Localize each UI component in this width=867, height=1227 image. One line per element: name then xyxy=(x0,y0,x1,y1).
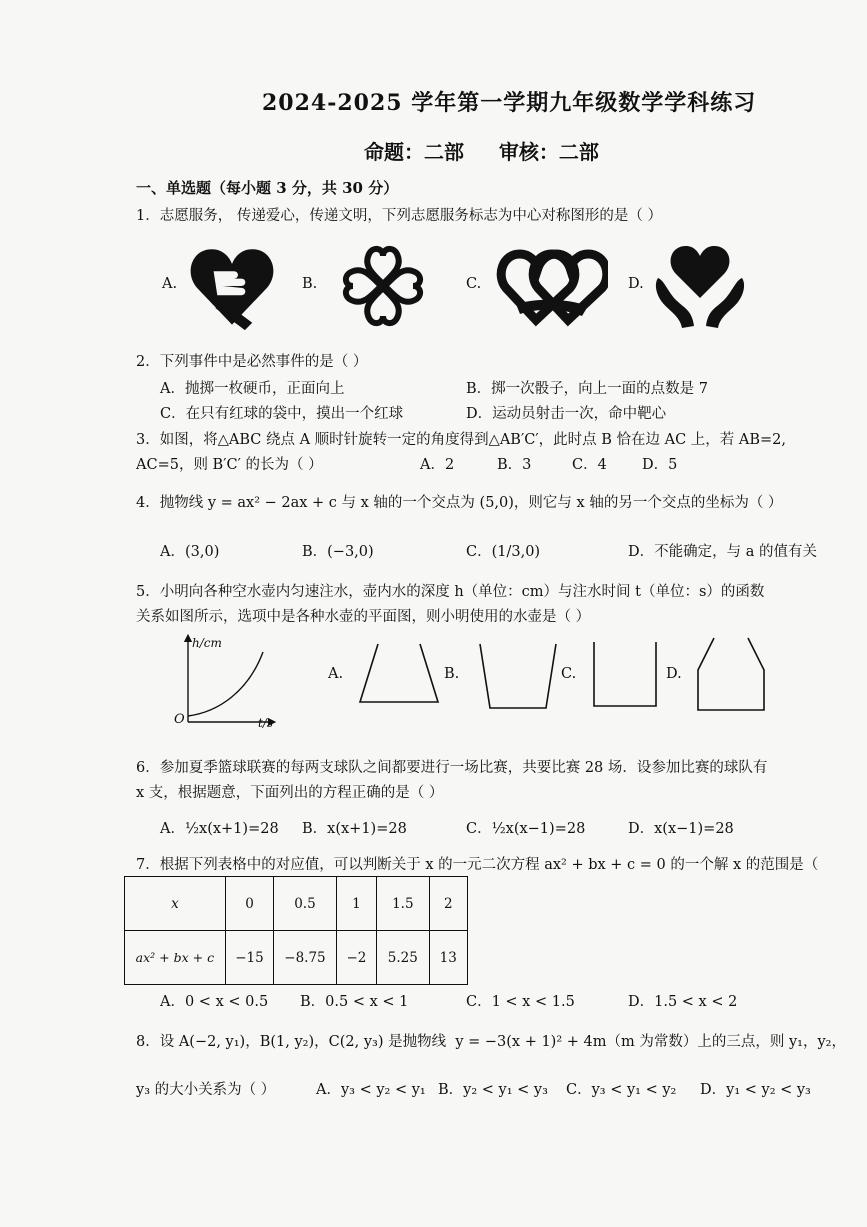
q7-table-row-x xyxy=(125,877,468,931)
q1-heart-hand-icon xyxy=(186,240,278,332)
q4-option-b: B．(−3,0) xyxy=(302,544,374,560)
q1-double-heart-ribbon-icon xyxy=(496,244,608,328)
q3-option-b: B．3 xyxy=(497,457,532,473)
q7-table-cell: −2 xyxy=(336,931,376,985)
question-7-stem: 7．根据下列表格中的对应值，可以判断关于 x 的一元二次方程 ax² + bx + c = 0 的一个解 x 的范围是（ xyxy=(136,857,819,873)
q1-heart-in-hands-icon xyxy=(654,236,746,332)
q7-option-b: B．0.5 < x < 1 xyxy=(300,994,409,1010)
q7-table-cell: −15 xyxy=(225,931,273,985)
q7-table-cell: 0 xyxy=(225,877,273,931)
q5-label-b: B. xyxy=(444,666,460,682)
q4-option-a: A．(3,0) xyxy=(160,544,220,560)
q1-label-a: A. xyxy=(162,276,178,292)
q8-option-b: B．y₂ < y₁ < y₃ xyxy=(438,1082,548,1098)
q6-option-d: D．x(x−1)=28 xyxy=(628,821,734,837)
q5-label-d: D. xyxy=(666,666,682,682)
q5-graph-ylabel: h/cm xyxy=(192,636,222,650)
question-1-stem: 1．志愿服务， 传递爱心，传递文明，下列志愿服务标志为中心对称图形的是（ ） xyxy=(136,208,662,224)
question-6-line2: x 支，根据题意，下面列出的方程正确的是（ ） xyxy=(136,785,444,801)
q7-table-cell: −8.75 xyxy=(274,931,336,985)
q7-table-cell: 1.5 xyxy=(377,877,429,931)
question-3-line1: 3．如图，将△ABC 绕点 A 顺时针旋转一定的角度得到△AB′C′，此时点 B 恰在边 AC 上，若 AB=2, xyxy=(136,432,786,448)
page-title: 2024-2025 学年第一学期九年级数学学科练习 xyxy=(262,90,757,116)
q1-clover-hands-icon xyxy=(333,236,433,336)
q8-option-d: D．y₁ < y₂ < y₃ xyxy=(700,1082,811,1098)
question-6-line1: 6．参加夏季篮球联赛的每两支球队之间都要进行一场比赛，共要比赛 28 场．设参加比赛的球队有 xyxy=(136,760,768,776)
q4-option-d: D．不能确定，与 a 的值有关 xyxy=(628,544,817,560)
q7-table-cell: 13 xyxy=(429,931,467,985)
page-subtitle: 命题：二部 审核：二部 xyxy=(364,140,599,164)
q5-label-a: A. xyxy=(328,666,344,682)
q7-table-cell: 2 xyxy=(429,877,467,931)
q7-table-cell: 5.25 xyxy=(377,931,429,985)
q1-label-c: C. xyxy=(466,276,482,292)
q6-option-c: C．½x(x−1)=28 xyxy=(466,821,586,837)
question-8-line1: 8．设 A(−2, y₁)，B(1, y₂)，C(2, y₃) 是抛物线 y = −3(x + 1)² + 4m（m 为常数）上的三点，则 y₁，y₂， xyxy=(136,1034,846,1050)
q1-label-d: D. xyxy=(628,276,644,292)
q4-option-c: C．(1/3,0) xyxy=(466,544,541,560)
q5-graph-curve xyxy=(188,652,263,716)
q3-option-c: C．4 xyxy=(572,457,607,473)
q5-kettle-c xyxy=(590,638,660,710)
q6-option-a: A．½x(x+1)=28 xyxy=(160,821,279,837)
question-4-stem: 4．抛物线 y = ax² − 2ax + c 与 x 轴的一个交点为 (5,0)，则它与 x 轴的另一个交点的坐标为（ ） xyxy=(136,495,783,511)
q7-value-table xyxy=(124,876,468,985)
q7-table-cell: 1 xyxy=(336,877,376,931)
question-2-stem: 2．下列事件中是必然事件的是（ ） xyxy=(136,354,368,370)
q2-option-c: C．在只有红球的袋中，摸出一个红球 xyxy=(160,406,404,422)
question-8-line2: y₃ 的大小关系为（ ） xyxy=(136,1082,276,1098)
q7-option-d: D．1.5 < x < 2 xyxy=(628,994,738,1010)
q3-option-a: A．2 xyxy=(420,457,455,473)
q7-option-c: C．1 < x < 1.5 xyxy=(466,994,575,1010)
q8-option-c: C．y₃ < y₁ < y₂ xyxy=(566,1082,677,1098)
q7-table-cell: x xyxy=(125,877,226,931)
q7-table-row-value xyxy=(125,931,468,985)
q2-option-d: D．运动员射击一次，命中靶心 xyxy=(466,406,667,422)
q5-kettle-b xyxy=(476,640,560,712)
q8-option-a: A．y₃ < y₂ < y₁ xyxy=(316,1082,426,1098)
q3-option-d: D．5 xyxy=(642,457,678,473)
q6-option-b: B．x(x+1)=28 xyxy=(302,821,407,837)
q5-graph-xlabel: t/s xyxy=(258,716,274,730)
question-3-line2: AC=5，则 B′C′ 的长为（ ） xyxy=(136,457,323,473)
q7-option-a: A．0 < x < 0.5 xyxy=(160,994,269,1010)
question-5-line2: 关系如图所示，选项中是各种水壶的平面图，则小明使用的水壶是（ ） xyxy=(136,609,591,625)
q5-graph-origin: O xyxy=(174,712,185,727)
q7-table-cell: ax² + bx + c xyxy=(125,931,226,985)
q5-label-c: C. xyxy=(561,666,577,682)
q2-option-a: A．抛掷一枚硬币，正面向上 xyxy=(160,381,345,397)
q7-table-cell: 0.5 xyxy=(274,877,336,931)
q1-label-b: B. xyxy=(302,276,318,292)
section-heading: 一、单选题（每小题 3 分，共 30 分） xyxy=(136,179,399,197)
q5-kettle-a xyxy=(356,640,442,706)
q2-option-b: B．掷一次骰子，向上一面的点数是 7 xyxy=(466,381,708,397)
q5-kettle-d xyxy=(692,634,770,714)
question-5-line1: 5．小明向各种空水壶内匀速注水，壶内水的深度 h（单位：cm）与注水时间 t（单位：s）的函数 xyxy=(136,584,765,600)
